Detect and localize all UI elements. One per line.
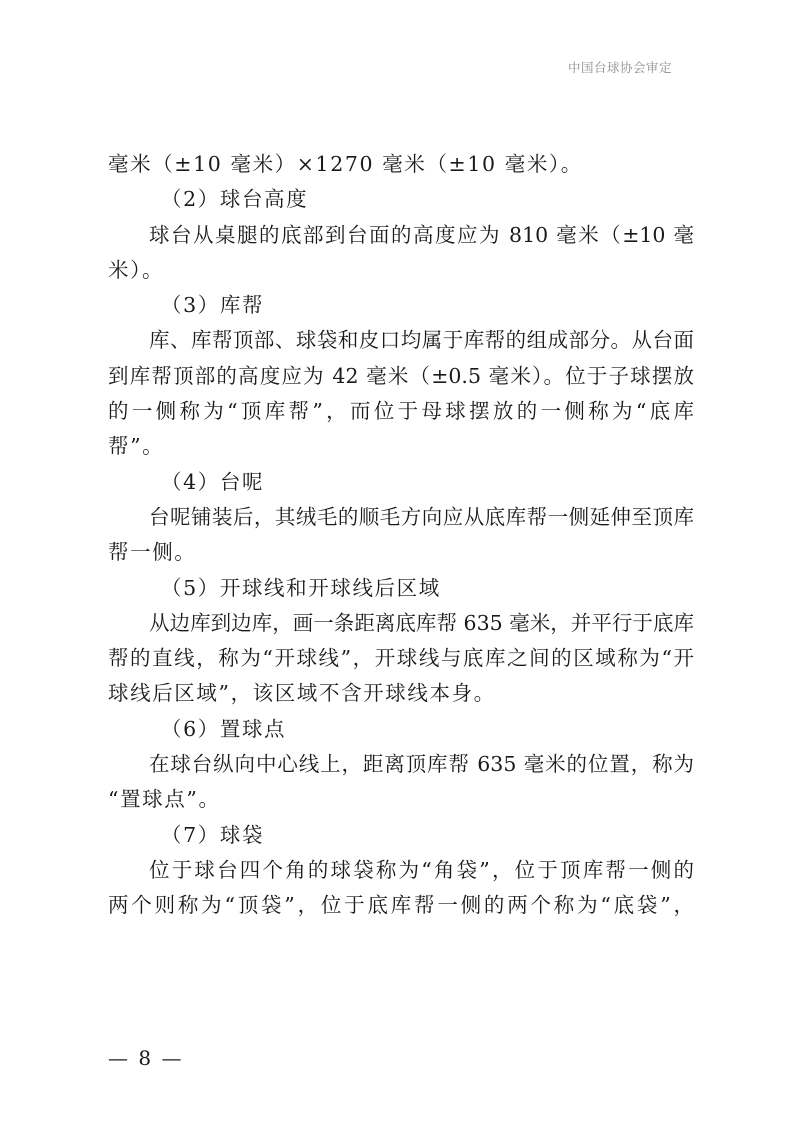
document-body	[108, 147, 694, 924]
body-text-line: 位于球台四个角的球袋称为“角袋”，位于顶库帮一侧的	[149, 857, 694, 882]
body-text-line: 帮”。	[108, 434, 165, 459]
body-text-line: 球台从桌腿的底部到台面的高度应为 810 毫米（±10 毫	[149, 222, 694, 247]
body-text-line: 从边库到边库，画一条距离底库帮 635 毫米，并平行于底库	[149, 610, 694, 635]
body-text-line: 帮的直线，称为“开球线”，开球线与底库之间的区域称为“开	[108, 646, 694, 671]
body-text-line: “置球点”。	[108, 787, 221, 812]
body-text-line: 库、库帮顶部、球袋和皮口均属于库帮的组成部分。从台面	[149, 328, 694, 353]
body-text-line: 到库帮顶部的高度应为 42 毫米（±0.5 毫米）。位于子球摆放	[108, 363, 694, 388]
body-text-line: 球线后区域”，该区域不含开球线本身。	[108, 681, 496, 706]
body-text-line: 帮一侧。	[108, 540, 197, 565]
body-text-line: （7）球袋	[161, 822, 265, 847]
body-text-line: （5）开球线和开球线后区域	[161, 575, 441, 600]
body-text-line: 在球台纵向中心线上，距离顶库帮 635 毫米的位置，称为	[149, 752, 694, 777]
body-text-line: 台呢铺装后，其绒毛的顺毛方向应从底库帮一侧延伸至顶库	[149, 504, 694, 529]
body-text-line: 的一侧称为“顶库帮”，而位于母球摆放的一侧称为“底库	[108, 399, 694, 424]
document-header-mark: 中国台球协会审定	[567, 60, 672, 75]
page-number: — 8 —	[108, 1046, 184, 1070]
body-text-line: 两个则称为“顶袋”，位于底库帮一侧的两个称为“底袋”，	[108, 893, 694, 918]
body-text-line: （2）球台高度	[161, 187, 309, 212]
body-text-line: （3）库帮	[161, 293, 265, 318]
body-text-line: 米）。	[108, 257, 165, 282]
body-text-line: （6）置球点	[161, 716, 287, 741]
body-text-line: （4）台呢	[161, 469, 265, 494]
body-text-line: 毫米（±10 毫米）×1270 毫米（±10 毫米）。	[108, 152, 583, 176]
